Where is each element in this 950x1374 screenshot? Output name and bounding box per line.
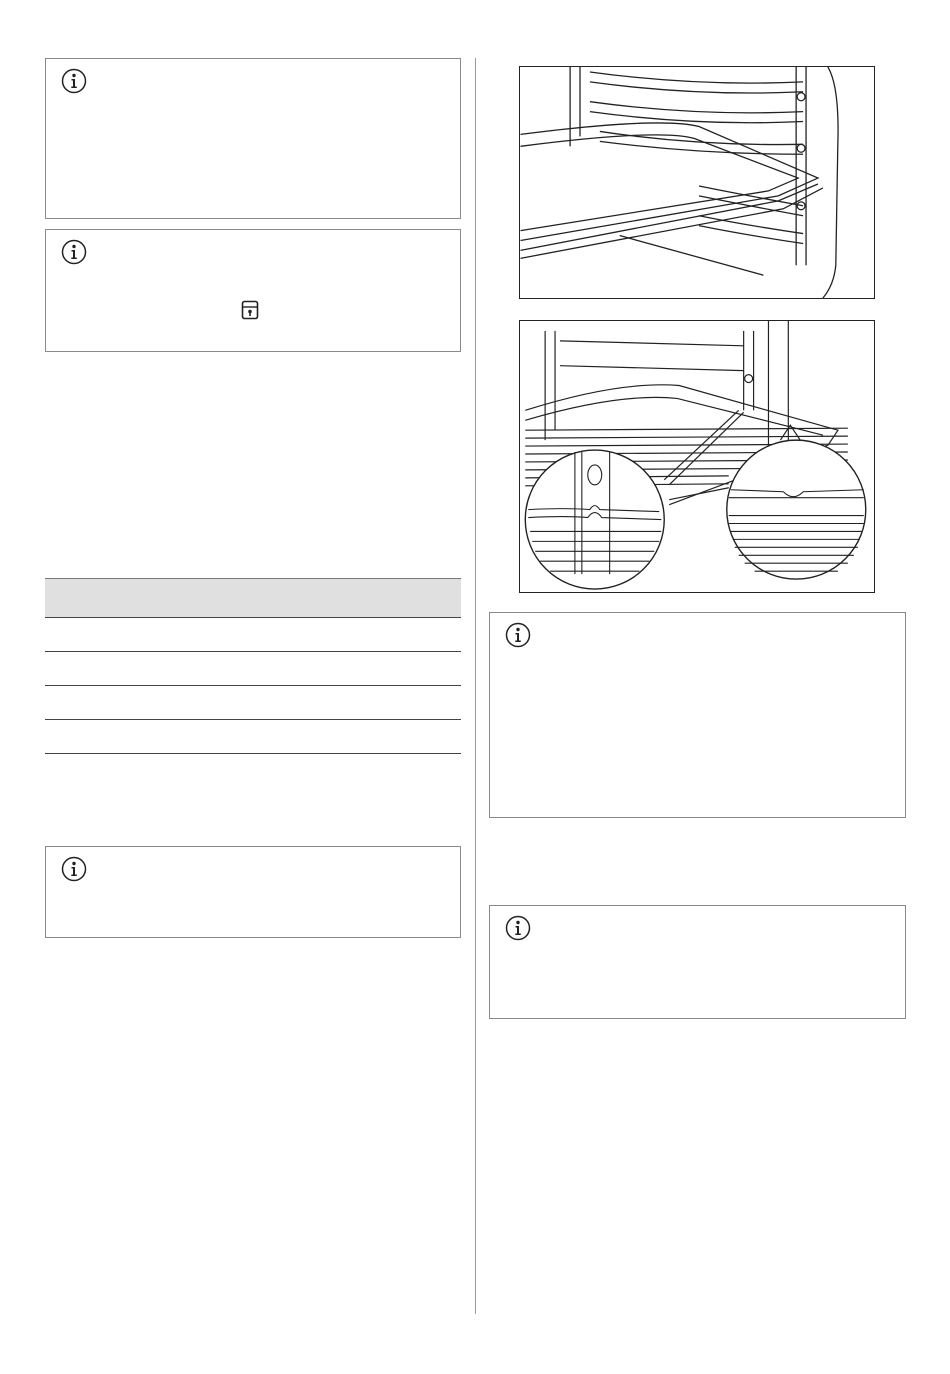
info-icon (505, 622, 531, 648)
info-note-1 (45, 58, 461, 219)
table-row-line (45, 719, 461, 720)
wire-shelf-illustration (520, 321, 874, 592)
detail-circle-left (525, 450, 664, 589)
info-note-4 (489, 612, 906, 818)
info-note-3 (45, 846, 461, 938)
info-note-5 (489, 905, 906, 1019)
table-row-line (45, 685, 461, 686)
lock-symbol-icon (241, 300, 259, 320)
detail-circle-right (727, 440, 866, 579)
column-divider (475, 58, 476, 1314)
baking-tray-illustration (520, 67, 874, 298)
table-header (45, 578, 461, 617)
table-row-line (45, 617, 461, 618)
table-row-line (45, 651, 461, 652)
figure-wire-shelf (519, 320, 875, 593)
info-icon (505, 915, 531, 941)
info-icon (61, 239, 87, 265)
info-icon (61, 68, 87, 94)
figure-baking-tray (519, 66, 875, 299)
info-note-2 (45, 229, 461, 352)
table-row-line (45, 753, 461, 754)
info-icon (61, 856, 87, 882)
